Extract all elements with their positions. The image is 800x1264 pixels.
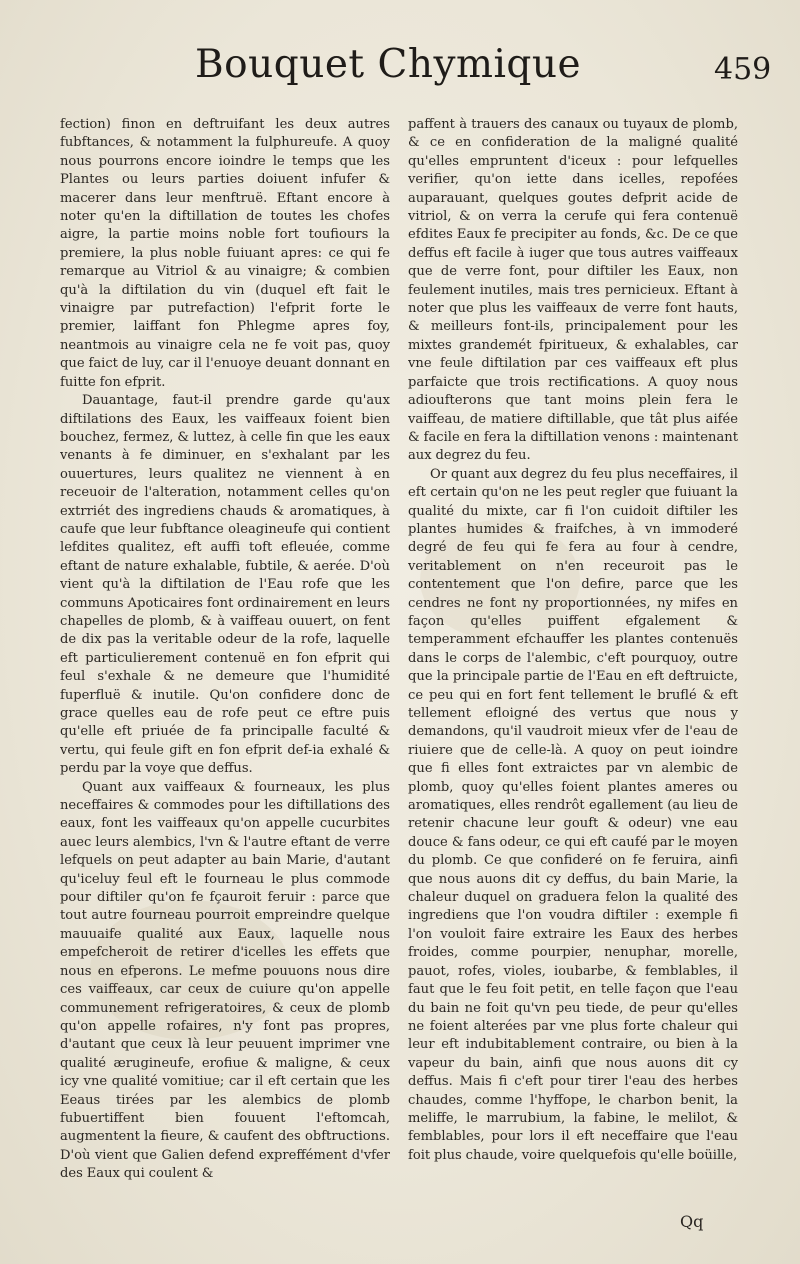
- paragraph: Quant aux vaiffeaux & fourneaux, les plus neceffaires & commodes pour les diftillations des eaux, font les vaiffeaux qu'on appelle cucurbites auec leurs alembics, l'vn & l'autre eftant de verre lefquels on peut adapter au bain Marie, d'autant qu'iceluy feul eft le fourneau le plus commode pour diftiler qu'on fe fçauroit feruir : parce que tout autre fourneau pourroit empreindre quelque mauuaife qualité aux Eaux, laquelle nous empefcheroit de retirer d'icelles les effets que nous en efperons. Le mefme pouuons nous dire ces vaiffeaux, car ceux de cuiure qu'on appelle communement refrigeratoires, & ceux de plomb qu'on appelle rofaires, n'y font pas propres, d'autant que ceux là leur peuuent imprimer vne qualité ærugineufe, erofiue & maligne, & ceux icy vne qualité vomitiue; car il eft certain que les Eeaus tirées par les alembics de plomb fubuertiffent bien fouuent l'eftomcah, augmentent la fieure, & caufent des obftructions. D'où vient que Galien defend expreffément d'vfer des Eaux qui coulent &: [60, 779, 390, 1182]
- paragraph: Or quant aux degrez du feu plus neceffaires, il eft certain qu'on ne les peut regler que fuiuant la qualité du mixte, car fi l'on cuidoit diftiler les plantes humides & fraifches, à vn immoderé degré de feu qui fe fera au four à cendre, veritablement on n'en receuroit pas le contentement que l'on defire, parce que les cendres ne font ny proportionnées, ny mifes en façon qu'elles puiffent efgalement & temperamment efchauffer les plantes contenuës dans le corps de l'alembic, c'eft pourquoy, outre que la principale partie de l'Eau en eft deftruicte, ce peu qui en fort fent tellement le bruflé & eft tellement efloigné des vertus que nous y demandons, qu'il vaudroit mieux vfer de l'eau de riuiere que de celle-là. A quoy on peut ioindre que fi elles font extraictes par vn alembic de plomb, quoy qu'elles foient plantes ameres ou aromatiques, elles rendrôt egallement (au lieu de retenir chacune leur gouft & odeur) vne eau douce & fans odeur, ce qui eft caufé par le moyen du plomb. Ce que confideré on fe feruira, ainfi que nous auons dit cy deffus, du bain Marie, la chaleur duquel on graduera felon la qualité des ingrediens que l'on voudra diftiler : exemple fi l'on vouloit faire extraire les Eaux des herbes froides, comme pourpier, nenuphar, morelle, pauot, rofes, violes, ioubarbe, & femblables, il faut que le feu foit petit, en telle façon que l'eau du bain ne foit qu'vn peu tiede, de peur qu'elles ne foient alterées par vne plus forte chaleur qui leur eft indubitablement contraire, ou bien à la vapeur du bain, ainfi que nous auons dit cy deffus. Mais fi c'eft pour tirer l'eau des herbes chaudes, comme l'hyffope, le charbon benit, la meliffe, le marrubium, la fabine, le melilot, & femblables, pour lors il eft neceffaire que l'eau foit plus chaude, voire quelquefois qu'elle boüille,: [408, 466, 738, 1163]
- paragraph: paffent à trauers des canaux ou tuyaux de plomb, & ce en confideration de la maligné qualité qu'elles empruntent d'iceux : pour lefquelles verifier, qu'on iette dans icelles, repofées auparauant, quelques goutes defprit acide de vitriol, & on verra la cerufe qui fera contenuë efdites Eaux fe precipiter au fonds, &c. De ce que deffus eft facile à iuger que tous autres vaiffeaux que de verre font, pour diftiler les Eaux, non feulement inutiles, mais tres pernicieux. Eftant à noter que plus les vaiffeaux de verre font hauts, & meilleurs font-ils, principalement pour les mixtes grandemét fpiritueux, & exhalables, car vne feule diftilation par ces vaiffeaux eft plus parfaicte que trois rectifications. A quoy nous adioufterons que tant moins plein fera le vaiffeau, de matiere diftillable, que tât plus aifée & facile en fera la diftillation venons : maintenant aux degrez du feu.: [408, 117, 738, 464]
- paragraph: Dauantage, faut-il prendre garde qu'aux diftilations des Eaux, les vaiffeaux foient bien bouchez, fermez, & luttez, à celle fin que les eaux venants à fe diminuer, en s'exhalant par les ouuertures, leurs qualitez ne viennent à en receuoir de l'alteration, notamment celles qu'on extrriét des ingrediens chauds & aromatiques, à caufe que leur fubftance oleagineufe qui contient lefdites qualitez, eft auffi toft efleuée, comme eftant de nature exhalable, fubtile, & aerée. D'où vient qu'à la diftilation de l'Eau rofe que les communs Apoticaires font ordinairement en leurs chapelles de plomb, & à vaiffeau ouuert, on fent de dix pas la veritable odeur de la rofe, laquelle eft particulierement contenuë en fon efprit qui feul s'exhale & ne demeure que l'humidité fuperfluë & inutile. Qu'on confidere donc de grace quelles eau de rofe peut ce eftre puis qu'elle eft priuée de fa principalle faculté & vertu, qui feule gift en fon efprit def-ia exhalé & perdu par la voye que deffus.: [60, 393, 390, 777]
- paragraph: fection) finon en deftruifant les deux autres fubftances, & notamment la fulphureufe. A quoy nous pourrons encore ioindre le temps que les Plantes ou leurs parties doiuent infufer & macerer dans leur menftruë. Eftant encore à noter qu'en la diftillation de toutes les chofes aigre, la partie moins noble fort toufiours la premiere, la plus noble fuiuant apres: ce qui fe remarque au Vitriol & au vinaigre; & combien qu'à la diftilation du vin (duquel eft fait le vinaigre par putrefaction) l'efprit forte le premier, laiffant fon Phlegme apres foy, neantmois au vinaigre cela ne fe voit pas, quoy que faict de luy, car il l'enuoye deuant donnant en fuitte fon efprit.: [60, 117, 390, 390]
- page-header: [0, 42, 800, 102]
- right-column: [408, 116, 738, 1206]
- running-title: Bouquet Chymique: [195, 42, 582, 87]
- catchword: Qq: [680, 1212, 704, 1231]
- page-number: 459: [714, 52, 772, 87]
- left-column: [60, 116, 390, 1206]
